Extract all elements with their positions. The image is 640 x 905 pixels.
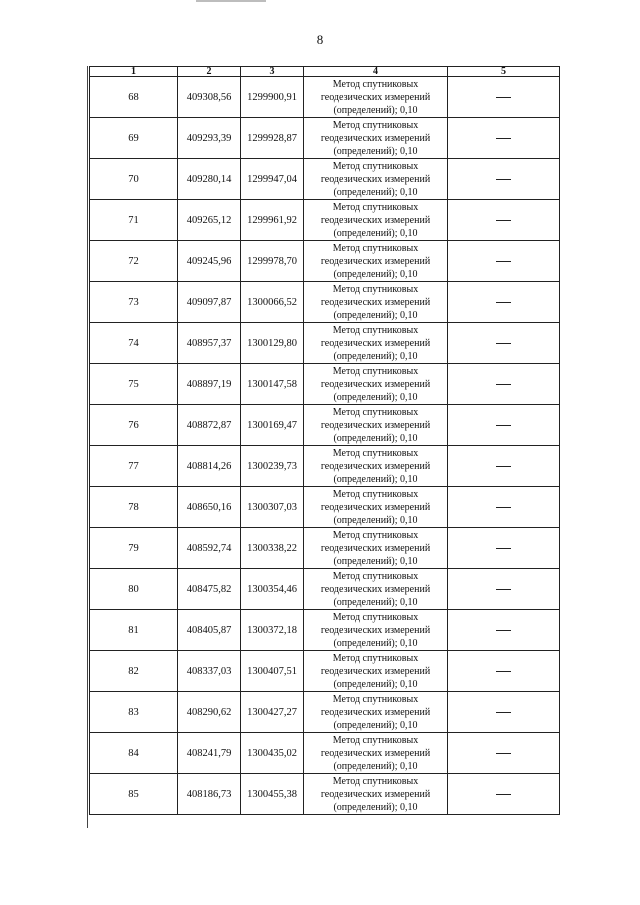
- method-line-2: геодезических измерений: [320, 296, 431, 308]
- method-line-1: Метод спутниковых: [332, 406, 419, 418]
- dash-mark: [496, 630, 511, 631]
- point-number-cell: 70: [90, 159, 178, 200]
- header-col-3: 3: [241, 67, 304, 77]
- dash-mark: [496, 794, 511, 795]
- method-line-2: геодезических измерений: [320, 173, 431, 185]
- dash-mark: [496, 384, 511, 385]
- method-cell: [304, 118, 448, 159]
- method-line-1: Метод спутниковых: [332, 734, 419, 746]
- empty-value-cell: [448, 446, 560, 487]
- method-line-3: (определений); 0,10: [333, 186, 418, 198]
- empty-value-cell: [448, 282, 560, 323]
- y-coordinate-cell: 1300147,58: [241, 364, 304, 405]
- method-line-3: (определений); 0,10: [333, 473, 418, 485]
- table-row: [90, 159, 560, 200]
- dash-mark: [496, 97, 511, 98]
- dash-mark: [496, 302, 511, 303]
- method-line-2: геодезических измерений: [320, 583, 431, 595]
- y-coordinate-cell: 1300307,03: [241, 487, 304, 528]
- dash-mark: [496, 179, 511, 180]
- y-coordinate-cell: 1299961,92: [241, 200, 304, 241]
- method-cell: [304, 610, 448, 651]
- point-number-cell: 83: [90, 692, 178, 733]
- point-number-cell: 84: [90, 733, 178, 774]
- empty-value-cell: [448, 405, 560, 446]
- method-line-2: геодезических измерений: [320, 214, 431, 226]
- dash-mark: [496, 548, 511, 549]
- empty-value-cell: [448, 733, 560, 774]
- dash-mark: [496, 753, 511, 754]
- method-line-1: Метод спутниковых: [332, 242, 419, 254]
- method-line-3: (определений); 0,10: [333, 268, 418, 280]
- empty-value-cell: [448, 364, 560, 405]
- method-line-1: Метод спутниковых: [332, 365, 419, 377]
- y-coordinate-cell: 1299928,87: [241, 118, 304, 159]
- table-row: [90, 692, 560, 733]
- x-coordinate-cell: 408290,62: [178, 692, 241, 733]
- x-coordinate-cell: 408814,26: [178, 446, 241, 487]
- y-coordinate-cell: 1300407,51: [241, 651, 304, 692]
- method-line-3: (определений); 0,10: [333, 432, 418, 444]
- empty-value-cell: [448, 241, 560, 282]
- method-line-1: Метод спутниковых: [332, 693, 419, 705]
- table-header-row: [90, 67, 560, 77]
- empty-value-cell: [448, 528, 560, 569]
- method-line-3: (определений); 0,10: [333, 719, 418, 731]
- point-number-cell: 68: [90, 77, 178, 118]
- y-coordinate-cell: 1300435,02: [241, 733, 304, 774]
- x-coordinate-cell: 408475,82: [178, 569, 241, 610]
- margin-rule: [87, 66, 88, 828]
- point-number-cell: 78: [90, 487, 178, 528]
- page-number: 8: [316, 32, 324, 47]
- method-cell: [304, 569, 448, 610]
- table-row: [90, 118, 560, 159]
- y-coordinate-cell: 1300066,52: [241, 282, 304, 323]
- method-line-2: геодезических измерений: [320, 542, 431, 554]
- table-row: [90, 610, 560, 651]
- method-line-3: (определений); 0,10: [333, 596, 418, 608]
- x-coordinate-cell: 409245,96: [178, 241, 241, 282]
- method-cell: [304, 323, 448, 364]
- method-line-3: (определений); 0,10: [333, 104, 418, 116]
- empty-value-cell: [448, 159, 560, 200]
- method-cell: [304, 528, 448, 569]
- empty-value-cell: [448, 651, 560, 692]
- header-col-2: 2: [178, 67, 241, 77]
- y-coordinate-cell: 1300169,47: [241, 405, 304, 446]
- y-coordinate-cell: 1300338,22: [241, 528, 304, 569]
- method-line-3: (определений); 0,10: [333, 801, 418, 813]
- method-line-1: Метод спутниковых: [332, 529, 419, 541]
- table-row: [90, 446, 560, 487]
- method-line-2: геодезических измерений: [320, 255, 431, 267]
- x-coordinate-cell: 408897,19: [178, 364, 241, 405]
- method-line-2: геодезических измерений: [320, 378, 431, 390]
- point-number-cell: 71: [90, 200, 178, 241]
- method-line-2: геодезических измерений: [320, 706, 431, 718]
- header-col-1: 1: [90, 67, 178, 77]
- method-line-3: (определений); 0,10: [333, 555, 418, 567]
- dash-mark: [496, 712, 511, 713]
- point-number-cell: 72: [90, 241, 178, 282]
- method-cell: [304, 733, 448, 774]
- y-coordinate-cell: 1299900,91: [241, 77, 304, 118]
- table-row: [90, 77, 560, 118]
- table-row: [90, 774, 560, 815]
- method-line-1: Метод спутниковых: [332, 652, 419, 664]
- table-row: [90, 487, 560, 528]
- header-col-5: 5: [448, 67, 560, 77]
- method-line-1: Метод спутниковых: [332, 488, 419, 500]
- x-coordinate-cell: 408186,73: [178, 774, 241, 815]
- x-coordinate-cell: 408592,74: [178, 528, 241, 569]
- table-row: [90, 241, 560, 282]
- empty-value-cell: [448, 774, 560, 815]
- table-row: [90, 200, 560, 241]
- method-cell: [304, 364, 448, 405]
- dash-mark: [496, 220, 511, 221]
- dash-mark: [496, 138, 511, 139]
- coordinates-table: [89, 66, 560, 815]
- y-coordinate-cell: 1299947,04: [241, 159, 304, 200]
- method-line-3: (определений); 0,10: [333, 760, 418, 772]
- method-line-2: геодезических измерений: [320, 337, 431, 349]
- method-cell: [304, 159, 448, 200]
- table-row: [90, 323, 560, 364]
- dash-mark: [496, 466, 511, 467]
- method-line-1: Метод спутниковых: [332, 283, 419, 295]
- method-cell: [304, 692, 448, 733]
- empty-value-cell: [448, 487, 560, 528]
- y-coordinate-cell: 1300129,80: [241, 323, 304, 364]
- point-number-cell: 82: [90, 651, 178, 692]
- table-body: [90, 77, 560, 815]
- method-line-3: (определений); 0,10: [333, 145, 418, 157]
- method-line-2: геодезических измерений: [320, 460, 431, 472]
- point-number-cell: 79: [90, 528, 178, 569]
- x-coordinate-cell: 408650,16: [178, 487, 241, 528]
- empty-value-cell: [448, 610, 560, 651]
- dash-mark: [496, 507, 511, 508]
- empty-value-cell: [448, 118, 560, 159]
- y-coordinate-cell: 1300455,38: [241, 774, 304, 815]
- y-coordinate-cell: 1299978,70: [241, 241, 304, 282]
- x-coordinate-cell: 409265,12: [178, 200, 241, 241]
- method-cell: [304, 651, 448, 692]
- x-coordinate-cell: 408405,87: [178, 610, 241, 651]
- method-line-1: Метод спутниковых: [332, 611, 419, 623]
- method-line-3: (определений); 0,10: [333, 391, 418, 403]
- empty-value-cell: [448, 692, 560, 733]
- table-row: [90, 282, 560, 323]
- x-coordinate-cell: 409308,56: [178, 77, 241, 118]
- method-line-2: геодезических измерений: [320, 501, 431, 513]
- method-line-1: Метод спутниковых: [332, 201, 419, 213]
- table-row: [90, 569, 560, 610]
- method-line-3: (определений); 0,10: [333, 227, 418, 239]
- point-number-cell: 80: [90, 569, 178, 610]
- point-number-cell: 74: [90, 323, 178, 364]
- method-line-3: (определений); 0,10: [333, 514, 418, 526]
- x-coordinate-cell: 408957,37: [178, 323, 241, 364]
- table-row: [90, 733, 560, 774]
- method-line-3: (определений); 0,10: [333, 678, 418, 690]
- dash-mark: [496, 589, 511, 590]
- method-line-1: Метод спутниковых: [332, 447, 419, 459]
- method-line-1: Метод спутниковых: [332, 160, 419, 172]
- y-coordinate-cell: 1300427,27: [241, 692, 304, 733]
- y-coordinate-cell: 1300372,18: [241, 610, 304, 651]
- method-line-2: геодезических измерений: [320, 624, 431, 636]
- method-line-1: Метод спутниковых: [332, 78, 419, 90]
- point-number-cell: 75: [90, 364, 178, 405]
- point-number-cell: 81: [90, 610, 178, 651]
- method-line-1: Метод спутниковых: [332, 775, 419, 787]
- method-line-2: геодезических измерений: [320, 747, 431, 759]
- method-line-3: (определений); 0,10: [333, 637, 418, 649]
- empty-value-cell: [448, 77, 560, 118]
- point-number-cell: 76: [90, 405, 178, 446]
- x-coordinate-cell: 408337,03: [178, 651, 241, 692]
- method-cell: [304, 774, 448, 815]
- dash-mark: [496, 671, 511, 672]
- empty-value-cell: [448, 569, 560, 610]
- method-line-1: Метод спутниковых: [332, 119, 419, 131]
- x-coordinate-cell: 409293,39: [178, 118, 241, 159]
- method-line-3: (определений); 0,10: [333, 309, 418, 321]
- table-row: [90, 364, 560, 405]
- table-row: [90, 528, 560, 569]
- dash-mark: [496, 261, 511, 262]
- method-cell: [304, 241, 448, 282]
- method-cell: [304, 282, 448, 323]
- scan-mark: [196, 0, 266, 2]
- point-number-cell: 69: [90, 118, 178, 159]
- point-number-cell: 85: [90, 774, 178, 815]
- method-cell: [304, 77, 448, 118]
- dash-mark: [496, 425, 511, 426]
- header-col-4: 4: [304, 67, 448, 77]
- table-row: [90, 651, 560, 692]
- point-number-cell: 77: [90, 446, 178, 487]
- method-line-2: геодезических измерений: [320, 132, 431, 144]
- x-coordinate-cell: 408872,87: [178, 405, 241, 446]
- method-cell: [304, 405, 448, 446]
- method-line-2: геодезических измерений: [320, 91, 431, 103]
- empty-value-cell: [448, 200, 560, 241]
- method-cell: [304, 200, 448, 241]
- method-line-2: геодезических измерений: [320, 788, 431, 800]
- method-line-1: Метод спутниковых: [332, 570, 419, 582]
- x-coordinate-cell: 409097,87: [178, 282, 241, 323]
- empty-value-cell: [448, 323, 560, 364]
- y-coordinate-cell: 1300239,73: [241, 446, 304, 487]
- method-line-2: геодезических измерений: [320, 665, 431, 677]
- point-number-cell: 73: [90, 282, 178, 323]
- x-coordinate-cell: 408241,79: [178, 733, 241, 774]
- table-row: [90, 405, 560, 446]
- method-cell: [304, 446, 448, 487]
- method-line-1: Метод спутниковых: [332, 324, 419, 336]
- dash-mark: [496, 343, 511, 344]
- method-line-3: (определений); 0,10: [333, 350, 418, 362]
- method-line-2: геодезических измерений: [320, 419, 431, 431]
- x-coordinate-cell: 409280,14: [178, 159, 241, 200]
- method-cell: [304, 487, 448, 528]
- y-coordinate-cell: 1300354,46: [241, 569, 304, 610]
